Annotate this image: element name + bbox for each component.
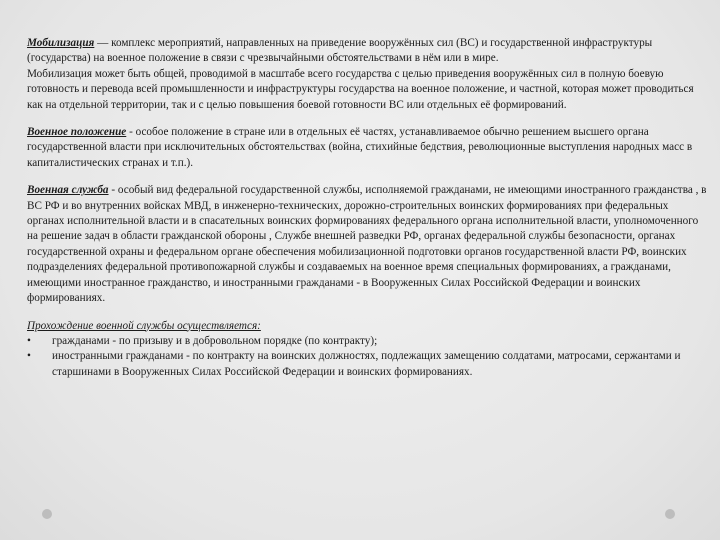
spacer bbox=[27, 171, 707, 183]
military-service-term: Военная служба bbox=[27, 184, 109, 197]
service-passage-heading: Прохождение военной службы осуществляется: bbox=[27, 319, 261, 332]
spacer bbox=[27, 113, 707, 125]
slide-content bbox=[27, 36, 707, 380]
martial-law-definition-text: - особое положение в стране или в отдельных её частях, устанавливаемое обычно решением высшего органа государственной власти при исключительных обстоятельствах (война, стихийные бедствия, революционные выступления народных масс в капиталистических странах и т.п.). bbox=[27, 126, 693, 169]
mobilization-detail: Мобилизация может быть общей, проводимой в масштабе всего государства с целью приведения вооружённых сил в полную боевую готовность и перевода всей промышленности и инфраструктуры государства на военное положение, и частной, которая может проводиться как на отдельной территории, так и с целью повышения боевой готовности ВС или отдельных её формирований. bbox=[27, 67, 694, 111]
military-service-definition-text: - особый вид федеральной государственной службы, исполняемой гражданами, не имеющими иностранного гражданства , в ВС РФ и во внутренних войсках МВД, в инженерно-технических, дорожно-строительных воинских формированиях при федеральных органах исполнительной власти и в спасательных воинских формированиях федерального органа исполнительной власти, уполномоченного на решение задач в области гражданской обороны , Службе внешней разведки РФ, органах федеральной службы безопасности, органах государственной охраны и федеральном органе обеспечения мобилизационной подготовки органов государственной власти РФ, воинских подразделениях федеральной противопожарной службы и создаваемых на военное время специальных формированиях, а гражданами, имеющими иностранное гражданство, и иностранными гражданами - в Вооруженных Силах Российской Федерации и воинских формированиях. bbox=[27, 184, 707, 305]
mobilization-definition-text: — комплекс мероприятий, направленных на приведение вооружённых сил (ВС) и государственной инфраструктуры (государства) на военное положение в связи с чрезвычайными обстоятельствами в нём или в мире. bbox=[27, 37, 653, 65]
mobilization-definition bbox=[27, 36, 707, 67]
list-item-text: иностранными гражданами - по контракту на воинских должностях, подлежащих замещению солдатами, матросами, сержантами и старшинами в Вооруженных Силах Российской Федерации и воинских формированиях. bbox=[52, 350, 681, 378]
previous-slide-dot-icon[interactable] bbox=[42, 509, 52, 519]
list-item bbox=[27, 349, 707, 380]
service-passage-list bbox=[27, 334, 707, 380]
military-service-definition bbox=[27, 183, 707, 306]
martial-law-term: Военное положение bbox=[27, 126, 127, 139]
next-slide-dot-icon[interactable] bbox=[665, 509, 675, 519]
list-item bbox=[27, 334, 707, 349]
martial-law-definition bbox=[27, 125, 707, 171]
mobilization-term: Мобилизация bbox=[27, 37, 95, 49]
spacer bbox=[27, 307, 707, 319]
bullet-icon: • bbox=[27, 350, 31, 363]
bullet-icon: • bbox=[27, 334, 31, 347]
list-item-text: гражданами - по призыву и в добровольном порядке (по контракту); bbox=[52, 334, 378, 347]
